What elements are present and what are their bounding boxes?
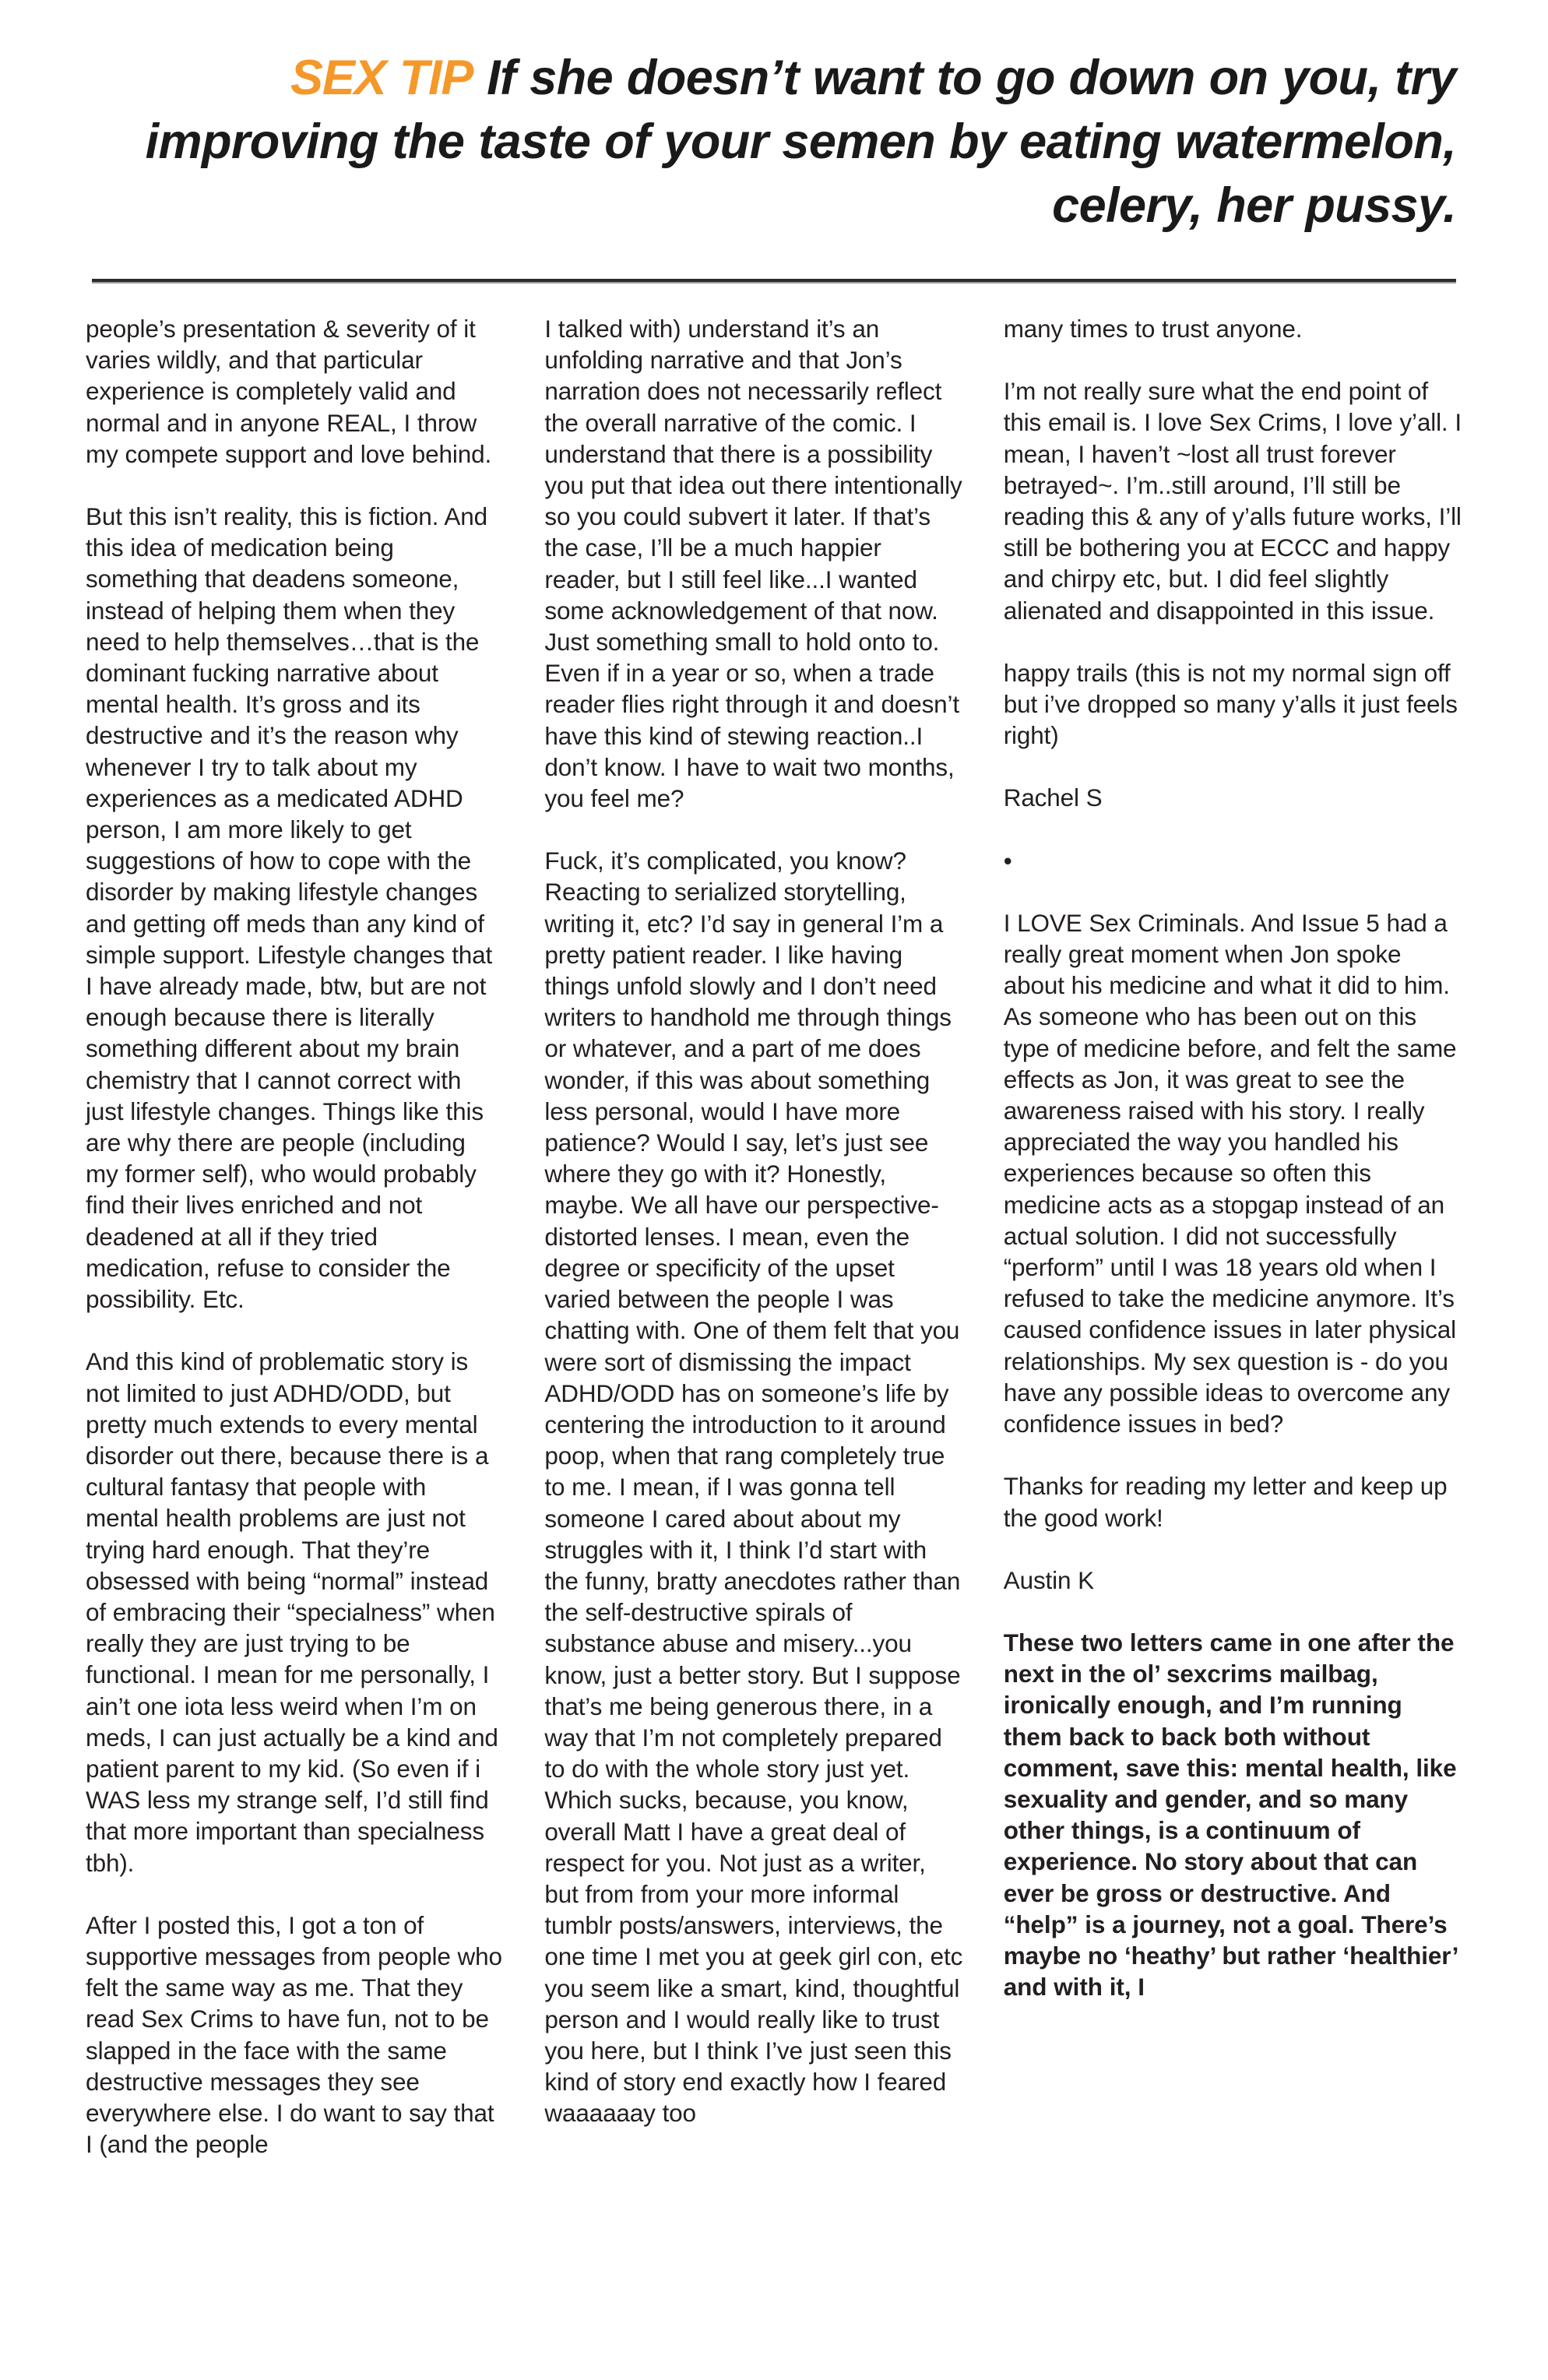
paragraph: But this isn’t reality, this is fiction. And this idea of medication being something that deadens someone, instead of helping them when they need to help themselves…that is the dominant fucking narrative about mental health. It’s gross and its destructive and it’s the reason why whenever I try to talk about my experiences as a medicated ADHD person, I am more likely to get suggestions of how to cope with the disorder by making lifestyle changes and getting off meds than any kind of simple support. Lifestyle changes that I have already made, btw, but are not enough because there is literally something different about my brain chemistry that I cannot correct with just lifestyle changes. Things like this are why there are people (including my former self), who would probably find their lives enriched and not deadened at all if they tried medication, refuse to consider the possibility. Etc. [86, 502, 493, 1314]
paragraph: I LOVE Sex Criminals. And Issue 5 had a really great moment when Jon spoke about his medicine and what it did to him. As someone who has been out on this type of medicine before, and felt the same effects as Jon, it was great to see the awareness raised with his story. I really appreciated the way you handled his experiences because so often this medicine acts as a stopgap instead of an actual solution. I did not successfully “perform” until I was 18 years old when I refused to take the medicine anymore. It’s caused confidence issues in later physical relationships. My sex question is - do you have any possible ideas to overcome any confidence issues in bed? [1003, 908, 1457, 1438]
editor-note: These two letters came in one after the next in the ol’ sexcrims mailbag, ironically enough, and I’m running them back to back both without comment, save this: mental health, like sexuality and gender, and so many other things, is a continuum of experience. No story about that can ever be gross or destructive. And “help” is a journey, not a goal. There’s maybe no ‘heathy’ but rather ‘healthier’ and with it, I [1003, 1628, 1458, 2002]
column-2 [544, 313, 1003, 2191]
paragraph: I talked with) understand it’s an unfolding narrative and that Jon’s narration does not necessarily reflect the overall narrative of the comic. I understand that there is a possibility you put that idea out there intentionally so you could subvert it later. If that’s the case, I’ll be a much happier reader, but I still feel like...I wanted some acknowledgement of that now. Just something small to hold onto to. Even if in a year or so, when a trade reader flies right through it and doesn’t have this kind of stewing reaction..I don’t know. I have to wait two months, you feel me? [544, 315, 962, 813]
letters-columns [86, 313, 1462, 2191]
page-title [92, 47, 1456, 238]
paragraph: Thanks for reading my letter and keep up the good work! [1003, 1472, 1448, 1532]
page-header [0, 0, 1548, 282]
letter-separator-bullet: • [1003, 846, 1012, 875]
letter-signature: Austin K [1003, 1565, 1095, 1594]
paragraph: Fuck, it’s complicated, you know? Reacting to serialized storytelling, writing it, etc? I’d say in general I’m a pretty patient reader. I like having things unfold slowly and I don’t need writers to handhold me through things or whatever, and a part of me does wonder, if this was about something less personal, would I have more patience? Would I say, let’s just see where they go with it? Honestly, maybe. We all have our perspective-distorted lenses. I mean, even the degree or specificity of the upset varied between the people I was chatting with. One of them felt that you were sort of dismissing the impact ADHD/ODD has on someone’s life by centering the introduction to it around poop, when that rang completely true to me. I mean, if I was gonna tell someone I cared about about my struggles with it, I think I’d start with the funny, bratty anecdotes rather than the self-destructive spirals of substance abuse and misery...you know, just a better story. But I suppose that’s me being generous there, in a way that I’m not completely prepared to do with the whole story just yet. Which sucks, because, you know, overall Matt I have a great deal of respect for you. Not just as a writer, but from from your more informal tumblr posts/answers, interviews, the one time I met you at geek girl con, etc you seem like a smart, kind, thoughtful person and I would really like to trust you here, but I think I’ve just seen this kind of story end exactly how I feared waaaaaay too [544, 847, 963, 2128]
paragraph: And this kind of problematic story is not limited to just ADHD/ODD, but pretty much extends to every mental disorder out there, because there is a cultural fantasy that people with mental health problems are just not trying hard enough. That they’re obsessed with being “normal” instead of embracing their “specialness” when really they are just trying to be functional. I mean for me personally, I ain’t one iota less weird when I’m on meds, I can just actually be a kind and patient parent to my kid. (So even if i WAS less my strange self, I’d still find that more important than specialness tbh). [86, 1347, 498, 1877]
paragraph: many times to trust anyone. [1003, 315, 1303, 343]
paragraph: people’s presentation & severity of it varies wildly, and that particular experience is completely valid and normal and in anyone REAL, I throw my compete support and love behind. [86, 315, 492, 468]
paragraph: I’m not really sure what the end point of this email is. I love Sex Crims, I love y’all. I mean, I haven’t ~lost all trust forever betrayed~. I’m..still around, I’ll still be reading this & any of y’alls future works, I’ll still be bothering you at ECCC and happy and chirpy etc, but. I did feel slightly alienated and disappointed in this issue. [1003, 377, 1462, 625]
sex-tip-label: SEX TIP [290, 51, 473, 105]
column-3 [1004, 313, 1462, 2191]
sex-tip-headline-text: If she doesn’t want to go down on you, try improving the taste of your semen by eating watermelon, celery, her pussy. [145, 51, 1456, 233]
column-1 [86, 313, 544, 2191]
header-divider [92, 279, 1456, 282]
paragraph: happy trails (this is not my normal sign off but i’ve dropped so many y’alls it just feels right) [1003, 658, 1458, 750]
letter-signature: Rachel S [1003, 783, 1103, 812]
paragraph: After I posted this, I got a ton of supportive messages from people who felt the same way as me. That they read Sex Crims to have fun, not to be slapped in the face with the same destructive messages they see everywhere else. I do want to say that I (and the people [86, 1910, 502, 2159]
